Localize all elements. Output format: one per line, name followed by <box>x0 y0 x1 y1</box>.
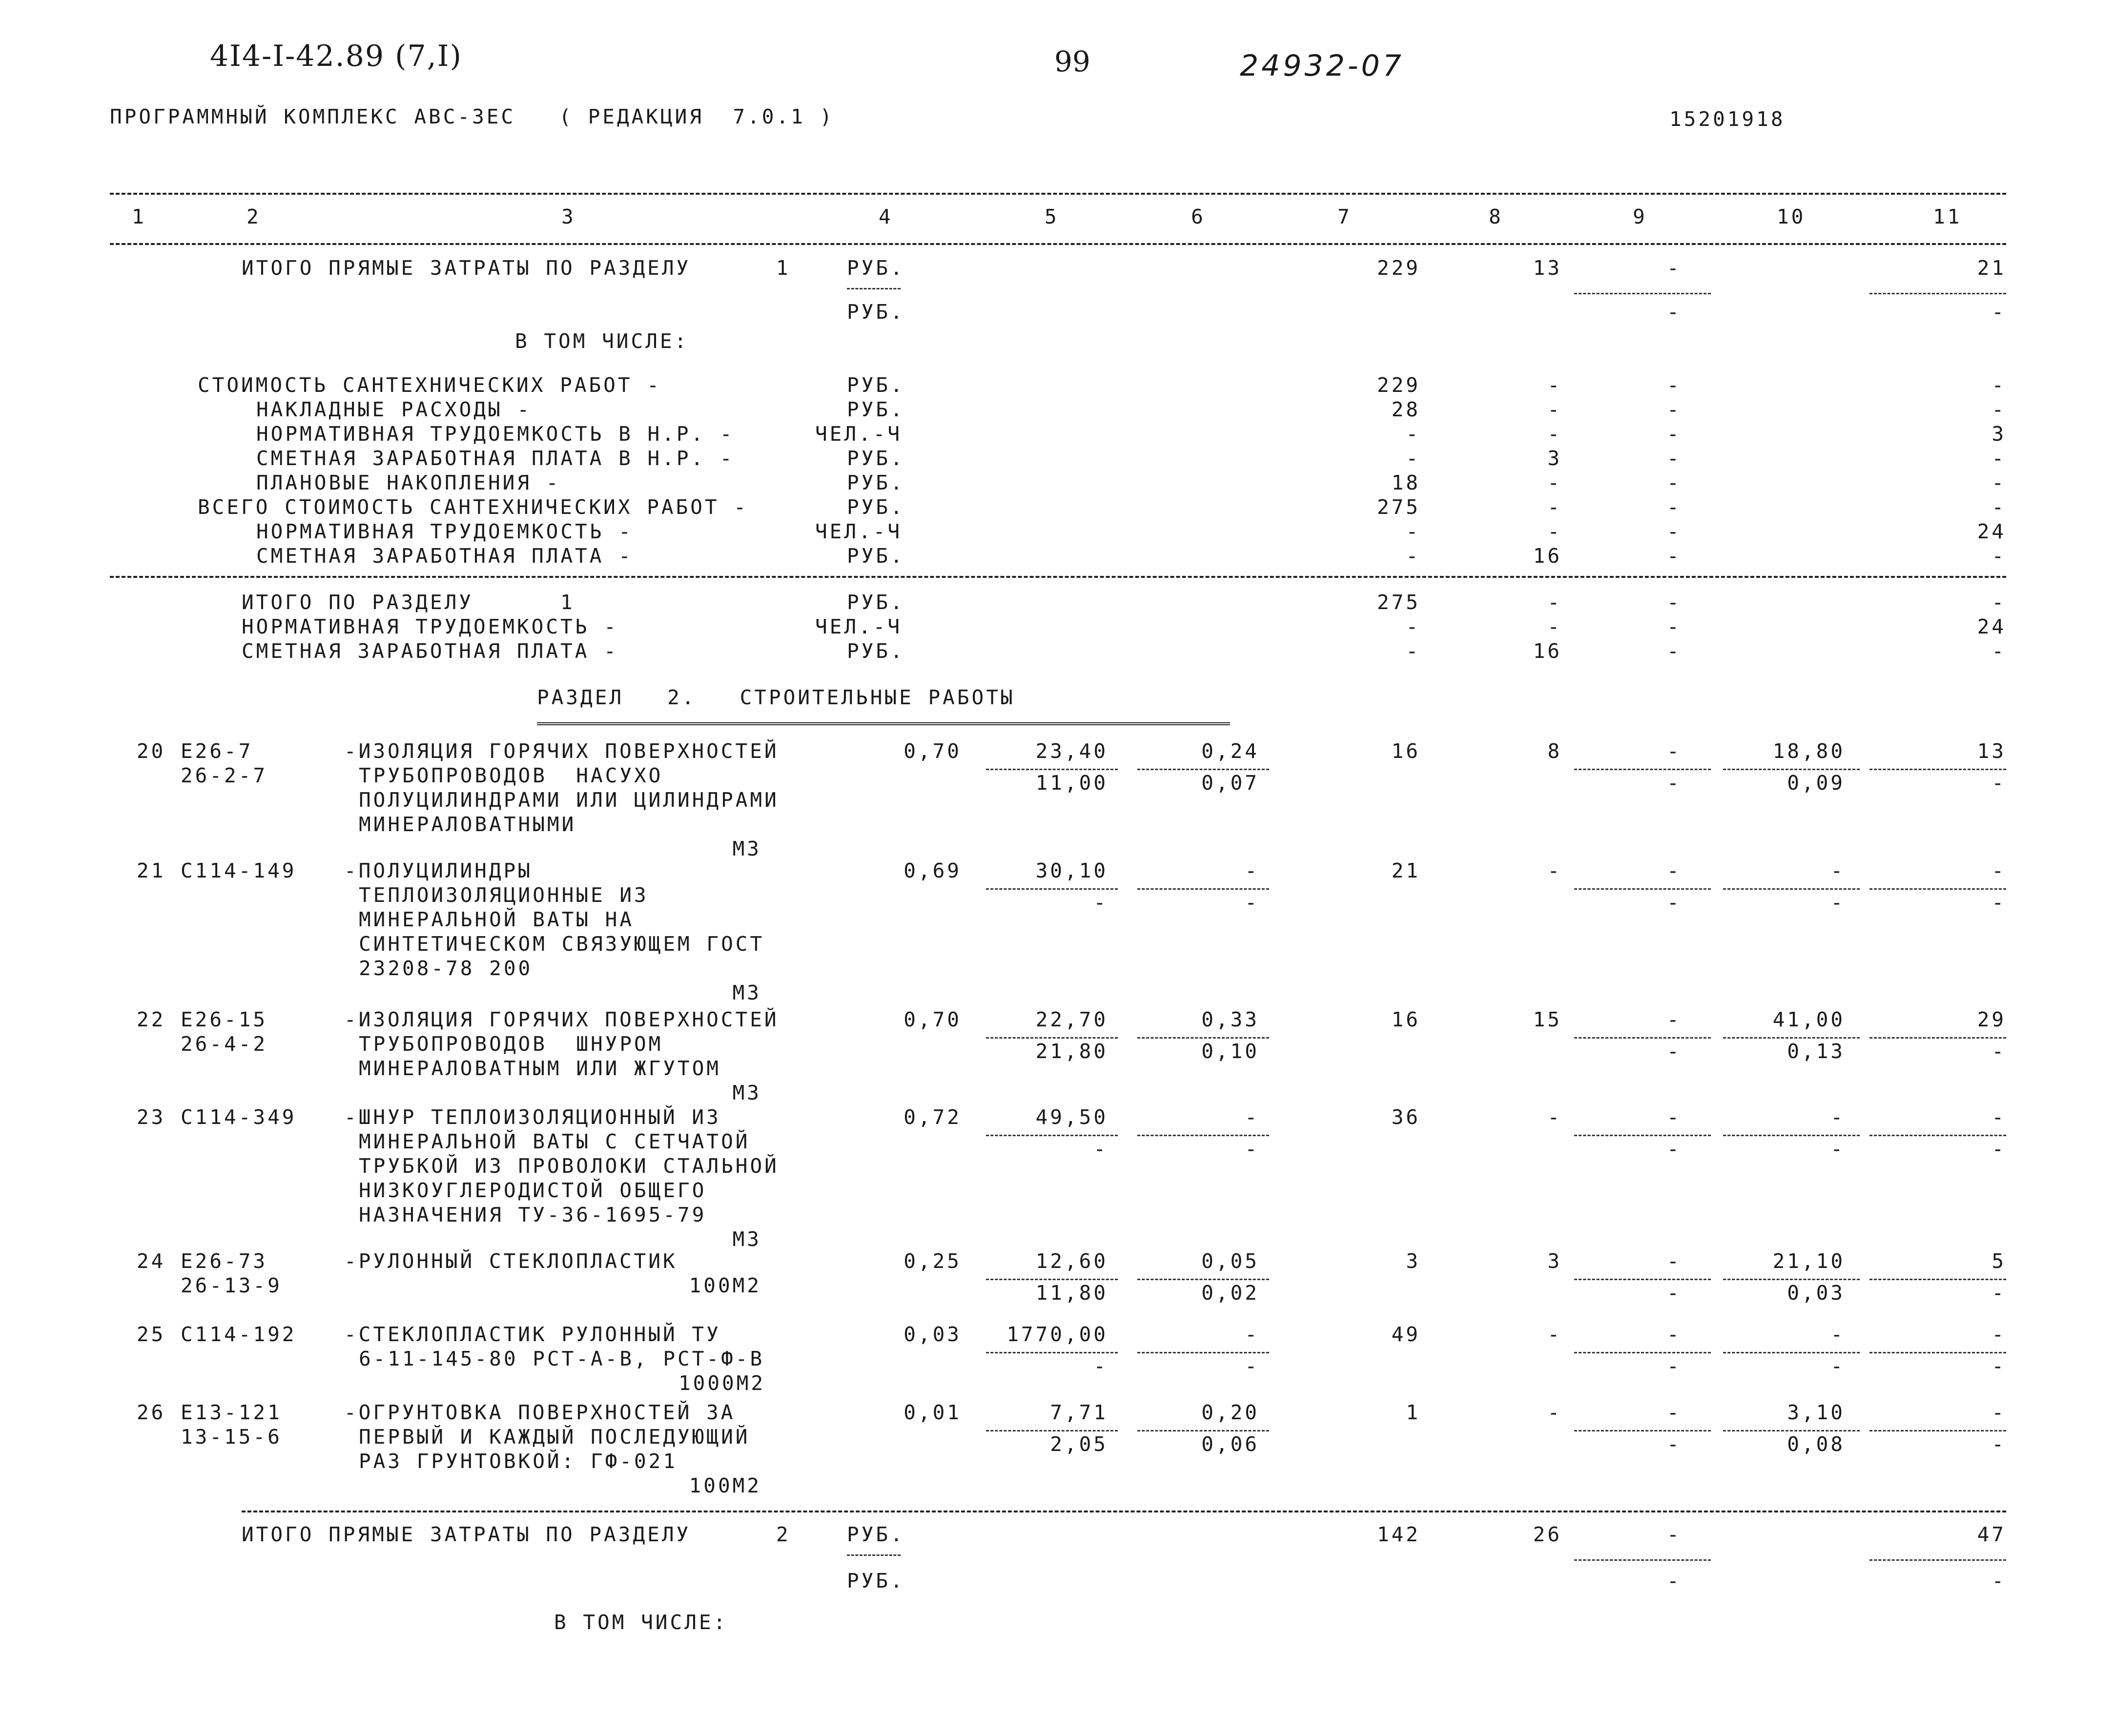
section2-total-c11: 47 <box>1977 1523 2006 1546</box>
cost-c9: - <box>1667 471 1682 494</box>
item-c5b: 11,80 <box>1035 1281 1108 1305</box>
item-c10b: - <box>1830 1137 1845 1161</box>
cost-c8: - <box>1547 373 1562 397</box>
item-c9: - <box>1667 1249 1682 1273</box>
item-description-line: МИНЕРАЛЬНОЙ ВАТЫ НА <box>359 908 634 931</box>
item-c4: 0,70 <box>904 1008 962 1031</box>
item-c10b: 0,03 <box>1787 1281 1845 1305</box>
c9-divider <box>1574 293 1711 294</box>
item-c6b: 0,10 <box>1201 1040 1259 1063</box>
cost-c8: - <box>1547 520 1562 543</box>
section-total-unit: РУБ. <box>847 591 905 614</box>
column-number-2: 2 <box>247 205 261 228</box>
item-code: E13-121 <box>181 1401 282 1424</box>
item-c7: 21 <box>1391 859 1420 882</box>
item-description-line: -ПОЛУЦИЛИНДРЫ <box>344 859 533 882</box>
item-unit: М3 <box>732 837 761 860</box>
item-description-line: РАЗ ГРУНТОВКОЙ: ГФ-021 <box>359 1450 678 1473</box>
value-divider <box>1574 1430 1711 1431</box>
section-total-label: ИТОГО ПО РАЗДЕЛУ 1 <box>242 591 575 614</box>
item-description-line: НИЗКОУГЛЕРОДИСТОЙ ОБЩЕГО <box>359 1179 707 1202</box>
value-divider <box>1869 769 2006 770</box>
item-c7: 16 <box>1391 739 1420 763</box>
item-code: C114-192 <box>181 1323 297 1346</box>
item-description-line: -СТЕКЛОПЛАСТИК РУЛОННЫЙ ТУ <box>344 1323 721 1346</box>
section2-total-num: 2 <box>776 1523 791 1546</box>
item-c10b: - <box>1830 1354 1845 1378</box>
item-c6: - <box>1245 1105 1259 1129</box>
cost-c9: - <box>1667 373 1682 397</box>
item-code2: 26-4-2 <box>181 1032 268 1056</box>
item-number: 26 <box>137 1401 166 1424</box>
value-divider <box>986 1279 1118 1280</box>
cost-c11: - <box>1992 471 2006 494</box>
section1-total-unit2: РУБ. <box>847 300 905 324</box>
item-number: 22 <box>137 1008 166 1031</box>
item-c6: 0,24 <box>1201 739 1259 763</box>
item-code: C114-149 <box>181 859 297 882</box>
item-c9b: - <box>1667 1354 1682 1378</box>
column-number-8: 8 <box>1489 205 1503 228</box>
item-c11b: - <box>1992 1137 2006 1161</box>
item-c6: - <box>1245 1323 1259 1346</box>
value-divider <box>1137 1135 1269 1136</box>
item-c8: - <box>1547 1323 1562 1346</box>
item-c10: 41,00 <box>1772 1008 1845 1031</box>
item-number: 21 <box>137 859 166 882</box>
section-total-c9: - <box>1667 639 1682 663</box>
value-divider <box>986 1135 1118 1136</box>
cost-c8: 16 <box>1533 544 1562 568</box>
value-divider <box>1574 1279 1711 1280</box>
cost-unit: ЧЕЛ.-Ч <box>815 422 903 446</box>
section1-total-c8: 13 <box>1533 256 1562 280</box>
item-c8: - <box>1547 1401 1562 1424</box>
cost-unit: РУБ. <box>847 544 905 568</box>
item-c11: - <box>1992 1105 2006 1129</box>
item-c8: 15 <box>1533 1008 1562 1031</box>
cost-c11: - <box>1992 544 2006 568</box>
cost-c7: 229 <box>1376 373 1420 397</box>
item-c11: - <box>1992 1401 2006 1424</box>
item-description-line: СИНТЕТИЧЕСКОМ СВЯЗУЮЩЕМ ГОСТ <box>359 932 765 956</box>
value-divider <box>1574 888 1711 890</box>
item-description-line: ТРУБОПРОВОДОВ НАСУХО <box>359 764 663 787</box>
cost-c9: - <box>1667 398 1682 421</box>
section-total-label: СМЕТНАЯ ЗАРАБОТНАЯ ПЛАТА - <box>242 639 618 663</box>
item-c7: 3 <box>1406 1249 1420 1273</box>
cost-unit: РУБ. <box>847 373 905 397</box>
cost-c8: - <box>1547 495 1562 519</box>
item-c5: 30,10 <box>1035 859 1108 882</box>
cost-c9: - <box>1667 495 1682 519</box>
item-description-line: НАЗНАЧЕНИЯ ТУ-36-1695-79 <box>359 1203 707 1226</box>
value-divider <box>1574 769 1711 770</box>
value-divider <box>1723 1037 1860 1039</box>
cost-c11: - <box>1992 398 2006 421</box>
item-description-line: -ШНУР ТЕПЛОИЗОЛЯЦИОННЫЙ ИЗ <box>344 1105 721 1129</box>
column-number-1: 1 <box>132 205 146 228</box>
item-c9b: - <box>1667 1281 1682 1305</box>
item-code: C114-349 <box>181 1105 297 1129</box>
value-divider <box>1137 1352 1269 1353</box>
cost-c8: - <box>1547 398 1562 421</box>
c11-divider <box>1869 1559 2006 1561</box>
item-description-line: -ОГРУНТОВКА ПОВЕРХНОСТЕЙ ЗА <box>344 1401 736 1424</box>
item-description-line: МИНЕРАЛОВАТНЫМИ <box>359 813 576 836</box>
item-c6b: - <box>1245 1137 1259 1161</box>
item-c6: - <box>1245 859 1259 882</box>
page-number: 99 <box>1054 45 1090 78</box>
unit-divider <box>847 1554 901 1556</box>
cost-label: НОРМАТИВНАЯ ТРУДОЕМКОСТЬ В Н.Р. - <box>256 422 735 446</box>
item-c5: 23,40 <box>1035 739 1108 763</box>
item-description-line: ТРУБКОЙ ИЗ ПРОВОЛОКИ СТАЛЬНОЙ <box>359 1154 779 1178</box>
cost-unit: РУБ. <box>847 495 905 519</box>
cost-c7: - <box>1406 447 1420 470</box>
item-c11: 29 <box>1977 1008 2006 1031</box>
item-c5b: - <box>1093 1354 1108 1378</box>
cost-c11: - <box>1992 373 2006 397</box>
section1-total-c11b: - <box>1992 300 2006 324</box>
item-c8: - <box>1547 859 1562 882</box>
section2-total-c9b: - <box>1667 1569 1682 1593</box>
item-c5: 22,70 <box>1035 1008 1108 1031</box>
cost-c11: 24 <box>1977 520 2006 543</box>
value-divider <box>1723 1430 1860 1431</box>
section-total-c9: - <box>1667 615 1682 638</box>
document-id: 4I4-I-42.89 (7,I) <box>210 39 462 73</box>
section2-rule <box>242 1511 2006 1512</box>
section2-total-c7: 142 <box>1376 1523 1420 1546</box>
cost-c7: 275 <box>1376 495 1420 519</box>
item-code: E26-73 <box>181 1249 268 1273</box>
item-c11b: - <box>1992 771 2006 795</box>
item-c10b: - <box>1830 891 1845 914</box>
item-description-line: 23208-78 200 <box>359 957 533 980</box>
value-divider <box>1137 1037 1269 1039</box>
item-c5: 7,71 <box>1050 1401 1108 1424</box>
handwritten-number: 24932-07 <box>1240 49 1404 83</box>
cost-c11: - <box>1992 447 2006 470</box>
item-c11b: - <box>1992 1040 2006 1063</box>
item-c5: 49,50 <box>1035 1105 1108 1129</box>
item-c6b: 0,02 <box>1201 1281 1259 1305</box>
item-c5b: 21,80 <box>1035 1040 1108 1063</box>
section-total-c11: 24 <box>1977 615 2006 638</box>
item-description-line: -РУЛОННЫЙ СТЕКЛОПЛАСТИК <box>344 1249 678 1273</box>
section2-total-label: ИТОГО ПРЯМЫЕ ЗАТРАТЫ ПО РАЗДЕЛУ <box>242 1523 691 1546</box>
item-c10b: 0,08 <box>1787 1432 1845 1456</box>
cost-c7: 28 <box>1391 398 1420 421</box>
section-total-c8: - <box>1547 615 1562 638</box>
value-divider <box>1723 769 1860 770</box>
item-c9: - <box>1667 1323 1682 1346</box>
cost-label: НОРМАТИВНАЯ ТРУДОЕМКОСТЬ - <box>256 520 633 543</box>
section-total-c7: 275 <box>1376 591 1420 614</box>
item-c4: 0,03 <box>904 1323 962 1346</box>
column-number-5: 5 <box>1045 205 1059 228</box>
item-c4: 0,25 <box>904 1249 962 1273</box>
item-description-line: -ИЗОЛЯЦИЯ ГОРЯЧИХ ПОВЕРХНОСТЕЙ <box>344 1008 779 1031</box>
item-unit: М3 <box>732 1081 761 1104</box>
item-c10: - <box>1830 1323 1845 1346</box>
section1-total-c11: 21 <box>1977 256 2006 280</box>
value-divider <box>986 769 1118 770</box>
item-code2: 13-15-6 <box>181 1425 282 1449</box>
item-c9b: - <box>1667 891 1682 914</box>
cost-c7: - <box>1406 520 1420 543</box>
section2-title: РАЗДЕЛ 2. СТРОИТЕЛЬНЫЕ РАБОТЫ <box>537 686 1015 709</box>
item-c7: 49 <box>1391 1323 1420 1346</box>
value-divider <box>1869 1135 2006 1136</box>
item-c6b: 0,07 <box>1201 771 1259 795</box>
section2-total-c9: - <box>1667 1523 1682 1546</box>
item-c10: - <box>1830 859 1845 882</box>
item-c4: 0,70 <box>904 739 962 763</box>
cost-c8: - <box>1547 471 1562 494</box>
section-total-c9: - <box>1667 591 1682 614</box>
item-c9: - <box>1667 739 1682 763</box>
value-divider <box>1869 1279 2006 1280</box>
item-description-line: ПОЛУЦИЛИНДРАМИ ИЛИ ЦИЛИНДРАМИ <box>359 788 779 812</box>
item-c6: 0,20 <box>1201 1401 1259 1424</box>
including-label-2: В ТОМ ЧИСЛЕ: <box>554 1611 728 1634</box>
section1-total-c7: 229 <box>1376 256 1420 280</box>
item-c4: 0,72 <box>904 1105 962 1129</box>
including-label: В ТОМ ЧИСЛЕ: <box>515 329 689 353</box>
value-divider <box>986 1430 1118 1431</box>
section-total-c8: 16 <box>1533 639 1562 663</box>
cost-c8: 3 <box>1547 447 1562 470</box>
section-total-unit: РУБ. <box>847 639 905 663</box>
column-number-11: 11 <box>1933 205 1962 228</box>
item-c9b: - <box>1667 1040 1682 1063</box>
item-c5: 12,60 <box>1035 1249 1108 1273</box>
item-c6: 0,33 <box>1201 1008 1259 1031</box>
value-divider <box>986 1037 1118 1039</box>
item-c10b: 0,09 <box>1787 771 1845 795</box>
cost-label: ПЛАНОВЫЕ НАКОПЛЕНИЯ - <box>256 471 561 494</box>
item-unit: 100М2 <box>689 1474 761 1497</box>
item-c6b: - <box>1245 1354 1259 1378</box>
cost-label: ВСЕГО СТОИМОСТЬ САНТЕХНИЧЕСКИХ РАБОТ - <box>198 495 748 519</box>
cost-c11: 3 <box>1992 422 2006 446</box>
section-total-c7: - <box>1406 615 1420 638</box>
value-divider <box>1723 888 1860 890</box>
program-line: ПРОГРАММНЫЙ КОМПЛЕКС АВС-3ЕС ( РЕДАКЦИЯ 7.0.1 ) <box>110 105 835 128</box>
cost-unit: РУБ. <box>847 447 905 470</box>
value-divider <box>1869 1037 2006 1039</box>
item-unit: М3 <box>732 981 761 1004</box>
cost-c8: - <box>1547 422 1562 446</box>
item-c11b: - <box>1992 1354 2006 1378</box>
section1-total-c9b: - <box>1667 300 1682 324</box>
item-c9: - <box>1667 1401 1682 1424</box>
unit-divider <box>847 288 901 289</box>
section-total-label: НОРМАТИВНАЯ ТРУДОЕМКОСТЬ - <box>242 615 618 638</box>
item-c9b: - <box>1667 1137 1682 1161</box>
item-code2: 26-13-9 <box>181 1274 282 1297</box>
cost-c7: - <box>1406 422 1420 446</box>
item-c5b: 11,00 <box>1035 771 1108 795</box>
value-divider <box>1723 1279 1860 1280</box>
item-c10: 3,10 <box>1787 1401 1845 1424</box>
section1-rule <box>110 576 2006 578</box>
cost-c9: - <box>1667 520 1682 543</box>
cost-unit: ЧЕЛ.-Ч <box>815 520 903 543</box>
value-divider <box>1137 769 1269 770</box>
item-c11: - <box>1992 859 2006 882</box>
column-number-10: 10 <box>1777 205 1806 228</box>
section2-total-c8: 26 <box>1533 1523 1562 1546</box>
item-description-line: МИНЕРАЛЬНОЙ ВАТЫ С СЕТЧАТОЙ <box>359 1130 750 1153</box>
section-total-c11: - <box>1992 639 2006 663</box>
value-divider <box>1574 1037 1711 1039</box>
section2-total-unit2: РУБ. <box>847 1569 905 1593</box>
item-c11b: - <box>1992 891 2006 914</box>
table-top-rule <box>110 193 2006 195</box>
item-c11b: - <box>1992 1432 2006 1456</box>
value-divider <box>1137 1279 1269 1280</box>
column-number-4: 4 <box>879 205 893 228</box>
item-c6: 0,05 <box>1201 1249 1259 1273</box>
item-c5: 1770,00 <box>1007 1323 1108 1346</box>
item-c5b: - <box>1093 891 1108 914</box>
cost-c9: - <box>1667 447 1682 470</box>
c11-divider <box>1869 293 2006 294</box>
item-code2: 26-2-7 <box>181 764 268 787</box>
column-number-9: 9 <box>1633 205 1647 228</box>
item-c11b: - <box>1992 1281 2006 1305</box>
item-c11: - <box>1992 1323 2006 1346</box>
item-number: 20 <box>137 739 166 763</box>
item-code: E26-15 <box>181 1008 268 1031</box>
cost-unit: РУБ. <box>847 471 905 494</box>
section-total-c8: - <box>1547 591 1562 614</box>
item-c5b: - <box>1093 1137 1108 1161</box>
item-description-line: ПЕРВЫЙ И КАЖДЫЙ ПОСЛЕДУЮЩИЙ <box>359 1425 750 1449</box>
section2-total-c11b: - <box>1992 1569 2006 1593</box>
cost-c7: 18 <box>1391 471 1420 494</box>
cost-label: СМЕТНАЯ ЗАРАБОТНАЯ ПЛАТА В Н.Р. - <box>256 447 735 470</box>
item-code: E26-7 <box>181 739 253 763</box>
value-divider <box>1869 1352 2006 1353</box>
cost-c11: - <box>1992 495 2006 519</box>
column-number-3: 3 <box>561 205 576 228</box>
item-c7: 16 <box>1391 1008 1420 1031</box>
value-divider <box>1137 1430 1269 1431</box>
c9-divider <box>1574 1559 1711 1561</box>
section2-total-unit: РУБ. <box>847 1523 905 1546</box>
cost-unit: РУБ. <box>847 398 905 421</box>
value-divider <box>1723 1352 1860 1353</box>
item-c6b: 0,06 <box>1201 1432 1259 1456</box>
value-divider <box>1869 1430 2006 1431</box>
item-c8: - <box>1547 1105 1562 1129</box>
item-description-line: -ИЗОЛЯЦИЯ ГОРЯЧИХ ПОВЕРХНОСТЕЙ <box>344 739 779 763</box>
value-divider <box>1574 1352 1711 1353</box>
item-c11: 5 <box>1992 1249 2006 1273</box>
section-total-c11: - <box>1992 591 2006 614</box>
item-number: 25 <box>137 1323 166 1346</box>
item-c10b: 0,13 <box>1787 1040 1845 1063</box>
item-c6b: - <box>1245 891 1259 914</box>
cost-c7: - <box>1406 544 1420 568</box>
value-divider <box>1723 1135 1860 1136</box>
section2-title-underline <box>537 722 1230 725</box>
value-divider <box>1869 888 2006 890</box>
item-c9b: - <box>1667 771 1682 795</box>
section-total-unit: ЧЕЛ.-Ч <box>815 615 903 638</box>
column-number-7: 7 <box>1337 205 1352 228</box>
program-code: 15201918 <box>1669 107 1786 131</box>
value-divider <box>1137 888 1269 890</box>
item-c10: - <box>1830 1105 1845 1129</box>
item-c9: - <box>1667 1008 1682 1031</box>
item-number: 23 <box>137 1105 166 1129</box>
section1-total-c9: - <box>1667 256 1682 280</box>
value-divider <box>986 1352 1118 1353</box>
item-c9: - <box>1667 859 1682 882</box>
section1-total-label: ИТОГО ПРЯМЫЕ ЗАТРАТЫ ПО РАЗДЕЛУ <box>242 256 691 280</box>
column-number-6: 6 <box>1191 205 1206 228</box>
item-unit: М3 <box>732 1227 761 1251</box>
item-unit: 100М2 <box>689 1274 761 1297</box>
item-c8: 3 <box>1547 1249 1562 1273</box>
item-description-line: ТЕПЛОИЗОЛЯЦИОННЫЕ ИЗ <box>359 883 649 907</box>
cost-label: СМЕТНАЯ ЗАРАБОТНАЯ ПЛАТА - <box>256 544 633 568</box>
cost-label: НАКЛАДНЫЕ РАСХОДЫ - <box>256 398 532 421</box>
cost-c9: - <box>1667 422 1682 446</box>
item-c9b: - <box>1667 1432 1682 1456</box>
item-c7: 1 <box>1406 1401 1420 1424</box>
item-description-line: МИНЕРАЛОВАТНЫМ ИЛИ ЖГУТОМ <box>359 1057 721 1080</box>
item-c4: 0,69 <box>904 859 962 882</box>
item-unit: 1000М2 <box>678 1371 766 1395</box>
cost-c9: - <box>1667 544 1682 568</box>
item-number: 24 <box>137 1249 166 1273</box>
item-c11: 13 <box>1977 739 2006 763</box>
section-total-c7: - <box>1406 639 1420 663</box>
item-c9: - <box>1667 1105 1682 1129</box>
section1-total-num: 1 <box>776 256 791 280</box>
item-c10: 18,80 <box>1772 739 1845 763</box>
item-c10: 21,10 <box>1772 1249 1845 1273</box>
item-c4: 0,01 <box>904 1401 962 1424</box>
item-c5b: 2,05 <box>1050 1432 1108 1456</box>
item-c7: 36 <box>1391 1105 1420 1129</box>
value-divider <box>1574 1135 1711 1136</box>
cost-label: СТОИМОСТЬ САНТЕХНИЧЕСКИХ РАБОТ - <box>198 373 661 397</box>
item-c8: 8 <box>1547 739 1562 763</box>
section1-total-unit: РУБ. <box>847 256 905 280</box>
column-header-rule <box>110 243 2006 245</box>
item-description-line: ТРУБОПРОВОДОВ ШНУРОМ <box>359 1032 663 1056</box>
item-description-line: 6-11-145-80 РСТ-А-В, РСТ-Ф-В <box>359 1347 765 1370</box>
value-divider <box>986 888 1118 890</box>
